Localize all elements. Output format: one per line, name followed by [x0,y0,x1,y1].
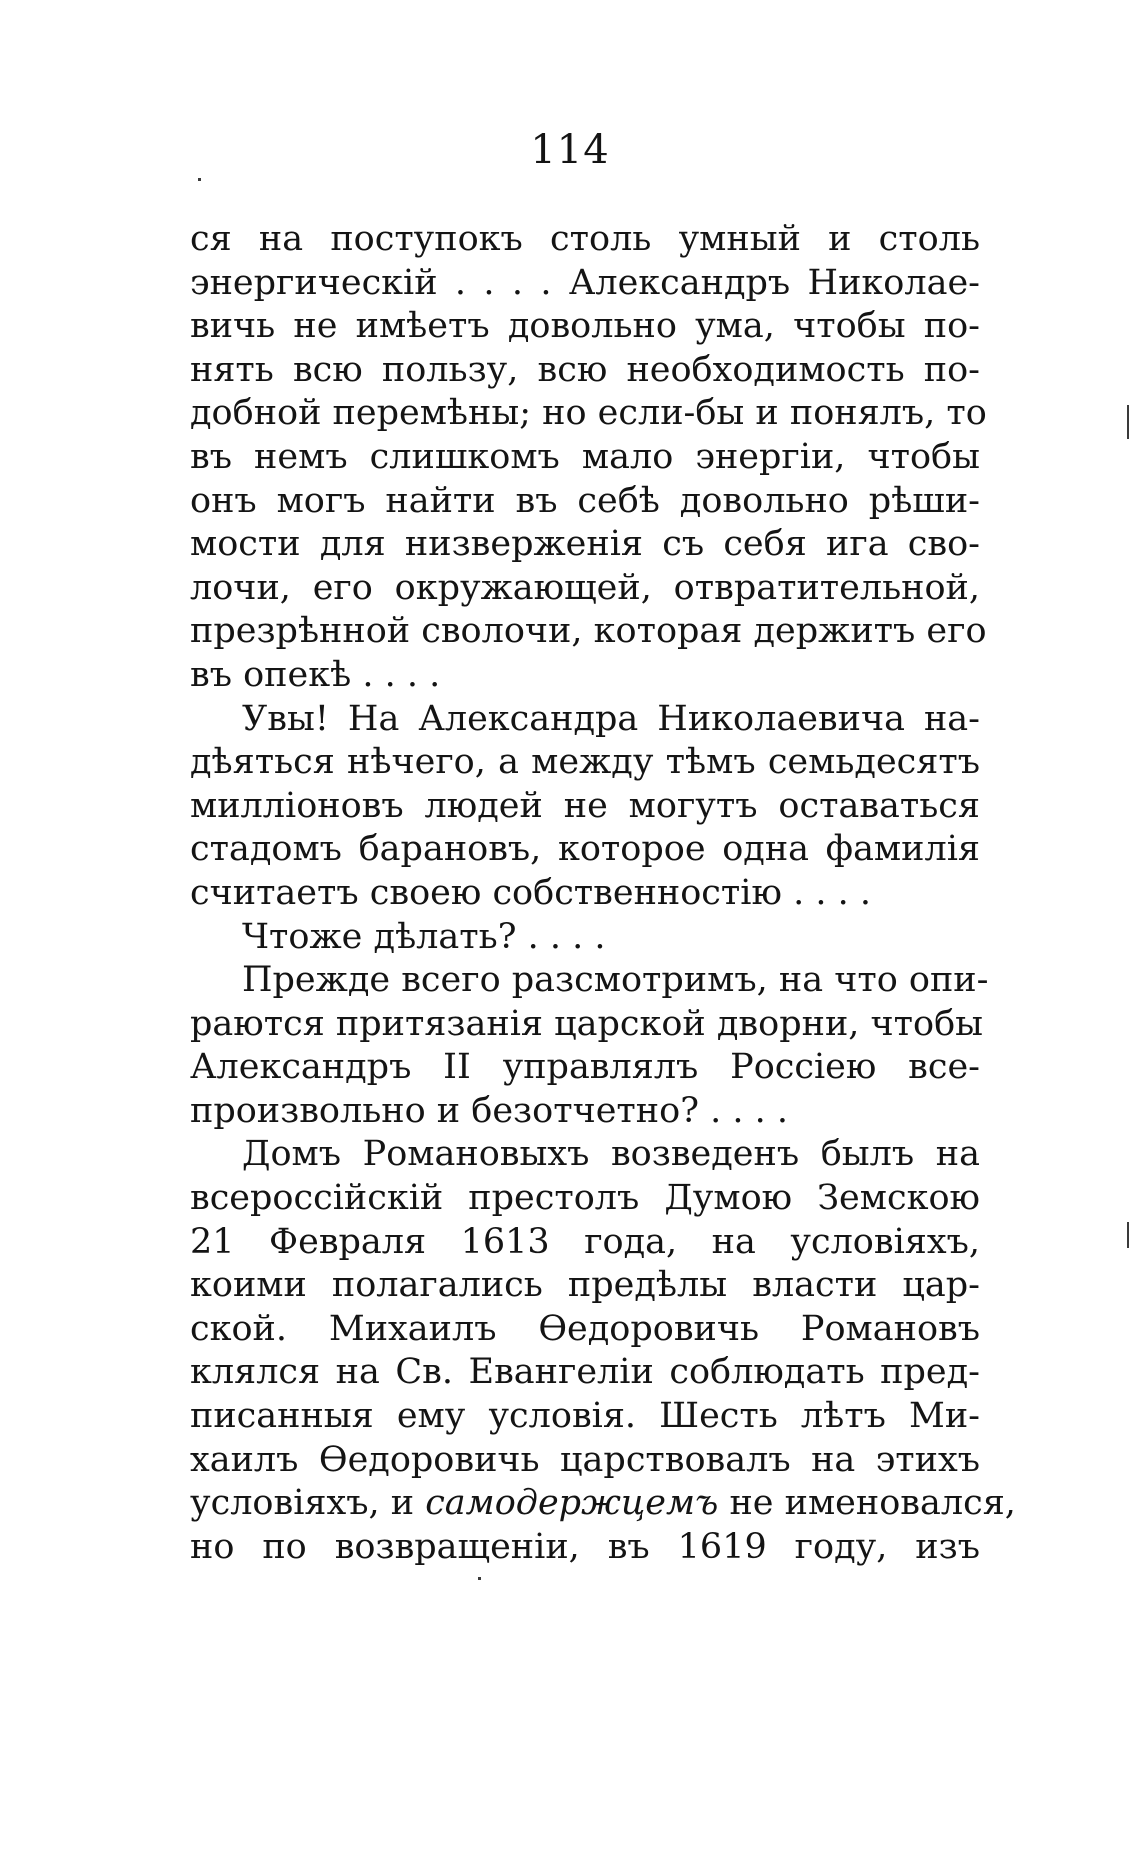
text-line-6: въ немъ слишкомъ мало энергіи, чтобы [190,436,980,477]
text-line-5: добной перемѣны; но если-бы и понялъ, то [190,393,987,434]
text-line-11: въ опекѣ . . . . [190,654,441,695]
text-line-31: но по возвращеніи, въ 1619 году, изъ [190,1526,980,1567]
text-line-8: мости для низверженія съ себя ига сво- [190,524,980,565]
text-line-29: хаилъ Ѳедоровичь царствовалъ на этихъ [190,1439,980,1480]
text-line-2: энергическій . . . . Александръ Николае- [190,262,980,303]
scan-speck [478,1577,481,1580]
text-line-10: презрѣнной сволочи, которая держитъ его [190,611,987,652]
text-line-3: вичь не имѣетъ довольно ума, чтобы по- [190,306,980,347]
text-line-14: милліоновъ людей не могутъ оставаться [190,785,980,826]
text-line-27: клялся на Св. Евангеліи соблюдать пред- [190,1352,980,1393]
text-line-1: ся на поступокъ столь умный и столь [190,219,980,259]
text-line-30-end: не именовался, [718,1483,1016,1524]
italic-word: самодержцемъ [425,1483,719,1524]
body-text [190,218,1016,1569]
text-line-4: нять всю пользу, всю необходимость по- [190,349,980,390]
text-line-7: онъ могъ найти въ себѣ довольно рѣши- [190,480,980,521]
text-line-20: Александръ II управлялъ Россіею все- [190,1047,980,1088]
text-line-24: 21 Февраля 1613 года, на условіяхъ, [190,1221,980,1262]
margin-mark [1127,405,1129,439]
text-line-25: коими полагались предѣлы власти цар- [190,1265,980,1306]
text-line-16: считаетъ своею собственностію . . . . [190,872,871,913]
scan-speck [198,178,201,181]
text-line-22: Домъ Романовыхъ возведенъ былъ на [242,1134,980,1175]
text-line-9: лочи, его окружающей, отвратительной, [190,567,980,608]
text-line-13: дѣяться нѣчего, а между тѣмъ семьдесятъ [190,742,980,783]
text-line-19: раются притязанія царской дворни, чтобы [190,1003,984,1044]
text-line-15: стадомъ барановъ, которое одна фамилія [190,829,980,870]
text-line-28: писанныя ему условія. Шесть лѣтъ Ми- [190,1396,980,1437]
page-number: 114 [530,127,610,173]
margin-mark [1127,1222,1129,1248]
text-line-17: Чтоже дѣлать? . . . . [242,916,606,957]
text-line-12: Увы! На Александра Николаевича на- [242,698,980,739]
text-line-26: ской. Михаилъ Ѳедоровичь Романовъ [190,1308,980,1349]
text-line-30-start: условіяхъ, и [190,1483,426,1524]
text-line-21: произвольно и безотчетно? . . . . [190,1090,788,1131]
text-line-23: всероссійскій престолъ Думою Земскою [190,1178,980,1219]
text-line-18: Прежде всего разсмотримъ, на что опи- [242,960,989,1001]
text-line-30 [190,1482,1016,1526]
